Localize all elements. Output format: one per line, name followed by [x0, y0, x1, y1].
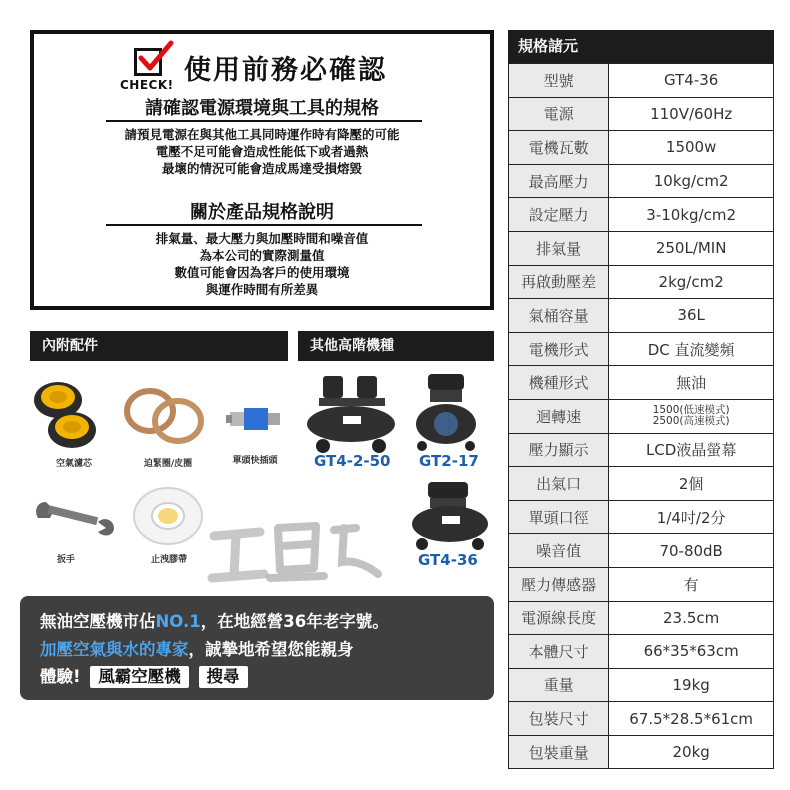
section2-line: 數值可能會因為客戶的使用環境: [174, 265, 350, 280]
section1-line: 電壓不足可能會造成性能低下或者過熱: [155, 144, 369, 159]
seal-tape-icon: [128, 482, 208, 550]
air-filter-icon: [28, 376, 108, 456]
spec-label: 最高壓力: [509, 164, 609, 198]
compressor-gt4-2-50-icon: [305, 372, 400, 454]
accessory-label: 迫緊圈/皮圈: [143, 459, 193, 469]
compressor-gt4-36-icon: [408, 480, 490, 552]
spec-row: [509, 131, 774, 165]
spec-label: 再啟動壓差: [509, 265, 609, 299]
spec-row: [509, 601, 774, 635]
section2-line: 排氣量、最大壓力與加壓時間和噪音值: [155, 231, 369, 246]
spec-label: 噪音值: [509, 534, 609, 568]
spec-value: 1/4吋/2分: [609, 500, 774, 534]
spec-label: 重量: [509, 668, 609, 702]
model-label: GT2-17: [419, 452, 479, 470]
spec-value: 10kg/cm2: [609, 164, 774, 198]
banner-line-2: [40, 636, 354, 660]
model-label: GT4-2-50: [314, 452, 391, 470]
spec-row: [509, 299, 774, 333]
spec-row: [509, 332, 774, 366]
spec-value-line: 1500(低速模式): [652, 404, 730, 417]
spec-label: 排氣量: [509, 231, 609, 265]
spec-row: [509, 366, 774, 400]
spec-row: [509, 231, 774, 265]
spec-label: 設定壓力: [509, 198, 609, 232]
promo-banner: [20, 596, 494, 700]
spec-value: 無油: [609, 366, 774, 400]
spec-label: 壓力顯示: [509, 433, 609, 467]
spec-value: 36L: [609, 299, 774, 333]
spec-label: 型號: [509, 64, 609, 98]
spec-row: [509, 399, 774, 433]
spec-label: 壓力傳感器: [509, 567, 609, 601]
section1-divider: [106, 120, 422, 122]
spec-value: GT4-36: [609, 64, 774, 98]
models-header: 其他高階機種: [298, 331, 494, 361]
spec-label: 迴轉速: [509, 399, 609, 433]
spec-row: [509, 265, 774, 299]
brand-logo-icon: [206, 516, 386, 594]
spec-value: LCD液晶螢幕: [609, 433, 774, 467]
banner-highlight: 加壓空氣與水的專家: [40, 640, 189, 659]
accessories-header: 內附配件: [30, 331, 288, 361]
wrench-icon: [32, 496, 118, 540]
spec-value: 110V/60Hz: [609, 97, 774, 131]
spec-label: 包裝尺寸: [509, 702, 609, 736]
section2-line: 與運作時間有所差異: [205, 282, 319, 297]
banner-line-3: [40, 663, 248, 688]
spec-row: [509, 97, 774, 131]
section1-line: 請預見電源在與其他工具同時運作時有降壓的可能: [124, 127, 400, 142]
banner-highlight: NO.1: [155, 612, 201, 631]
spec-row: [509, 668, 774, 702]
gasket-ring-icon: [120, 385, 210, 453]
spec-label: 出氣口: [509, 467, 609, 501]
section2-title: 關於產品規格說明: [190, 202, 334, 223]
check-label: CHECK!: [120, 78, 174, 92]
spec-row: [509, 198, 774, 232]
spec-row: [509, 500, 774, 534]
spec-value-line: 2500(高速模式): [652, 415, 730, 428]
spec-row: [509, 433, 774, 467]
spec-value: 23.5cm: [609, 601, 774, 635]
notice-box: [30, 30, 494, 310]
spec-label: 電機瓦數: [509, 131, 609, 165]
section1-title: 請確認電源環境與工具的規格: [145, 98, 379, 119]
accessory-label: 空氣濾芯: [55, 459, 92, 469]
spec-value: DC 直流變頻: [609, 332, 774, 366]
spec-label: 氣桶容量: [509, 299, 609, 333]
spec-value: [609, 399, 774, 433]
spec-header: 規格諸元: [508, 30, 774, 63]
banner-text: 無油空壓機市佔: [40, 612, 156, 631]
spec-label: 電源線長度: [509, 601, 609, 635]
accessory-label: 止洩膠帶: [150, 555, 187, 565]
accessory-label: 扳手: [56, 555, 75, 565]
spec-value: 1500w: [609, 131, 774, 165]
spec-row: [509, 635, 774, 669]
spec-value: 67.5*28.5*61cm: [609, 702, 774, 736]
spec-table: [508, 63, 774, 769]
spec-value: 2kg/cm2: [609, 265, 774, 299]
section2-divider: [106, 224, 422, 226]
spec-row: [509, 64, 774, 98]
spec-row: [509, 702, 774, 736]
spec-label: 本體尺寸: [509, 635, 609, 669]
spec-value: 70-80dB: [609, 534, 774, 568]
banner-text: ，誠摯地希望您能親身: [188, 640, 354, 659]
spec-label: 機種形式: [509, 366, 609, 400]
spec-row: [509, 567, 774, 601]
search-keyword-tag: 風霸空壓機: [90, 666, 189, 688]
banner-text: 體驗!: [40, 667, 81, 686]
check-mark-icon: [135, 40, 175, 76]
spec-value: 3-10kg/cm2: [609, 198, 774, 232]
accessory-label: 單頭快插頭: [232, 456, 278, 466]
banner-text: ，在地經營36年老字號。: [200, 612, 389, 631]
spec-value: 20kg: [609, 735, 774, 769]
spec-value: 19kg: [609, 668, 774, 702]
spec-table-body: [509, 64, 774, 769]
quick-coupler-icon: [224, 398, 286, 440]
search-tag-button[interactable]: 搜尋: [199, 666, 248, 688]
spec-value: 有: [609, 567, 774, 601]
banner-line-1: [40, 608, 389, 632]
section1-line: 最壞的情況可能會造成馬達受損熔毀: [161, 161, 362, 176]
spec-row: [509, 467, 774, 501]
spec-label: 包裝重量: [509, 735, 609, 769]
spec-row: [509, 164, 774, 198]
notice-title: 使用前務必確認: [184, 55, 387, 86]
spec-value: 250L/MIN: [609, 231, 774, 265]
model-label: GT4-36: [418, 551, 478, 569]
spec-label: 電源: [509, 97, 609, 131]
spec-value: 66*35*63cm: [609, 635, 774, 669]
spec-row: [509, 534, 774, 568]
spec-label: 單頭口徑: [509, 500, 609, 534]
compressor-gt2-17-icon: [410, 372, 482, 452]
spec-row: [509, 735, 774, 769]
section2-line: 為本公司的實際測量值: [199, 248, 325, 263]
spec-value: 2個: [609, 467, 774, 501]
spec-label: 電機形式: [509, 332, 609, 366]
